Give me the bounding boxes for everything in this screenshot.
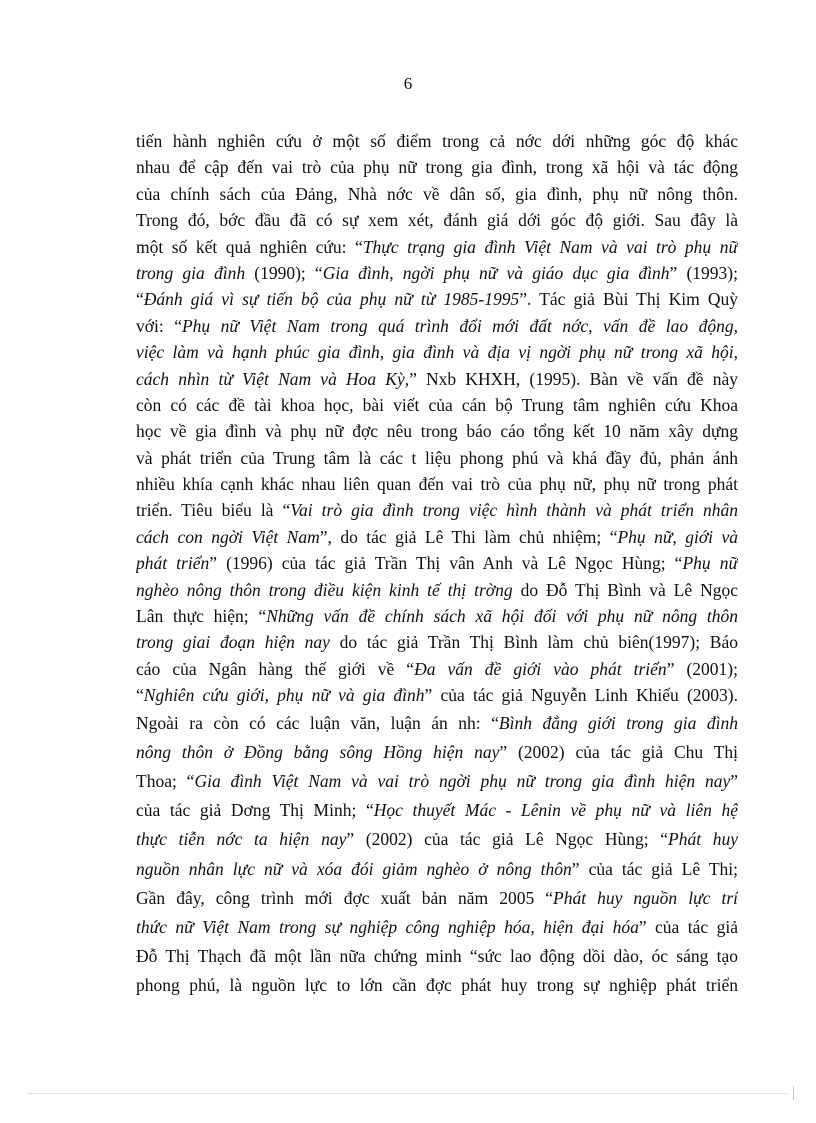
italic-title-text: Gia đình Việt Nam và vai trò ngời phụ nữ trong gia đình hiện nay [194, 770, 731, 791]
italic-title-text: nguồn nhân lực nữ và xóa đói giảm nghèo ở nông thôn [136, 858, 572, 879]
italic-title-text: Đa vấn đề giới vào phát triển [414, 658, 667, 679]
text-line [136, 418, 738, 444]
text-run: do tác giả Trần Thị Bình làm chủ biên(1997); Báo [329, 632, 738, 653]
italic-title-text: Những vấn đề chính sách xã hội đối với phụ nữ nông thôn [266, 606, 738, 627]
text-run: nhiều khía cạnh khác nhau liên quan đến vai trò của phụ nữ, phụ nữ trong phát [136, 474, 738, 495]
italic-title-text: Đánh giá vì sự tiến bộ của phụ nữ từ 1985-1995 [143, 289, 520, 310]
text-run: (1990); “ [245, 262, 323, 283]
text-run: cáo của Ngân hàng thế giới về “ [136, 658, 415, 679]
text-run: phong phú, là nguồn lực to lớn cần đợc phát huy trong sự nghiệp phát triển [136, 975, 738, 996]
text-run: học về gia đình và phụ nữ đợc nêu trong báo cáo tổng kết 10 năm xây dựng [136, 421, 738, 442]
text-line [136, 577, 738, 603]
text-run: ” của tác giả Nguyễn Linh Khiếu (2003). [424, 685, 738, 706]
text-run: Trong đó, bớc đầu đã có sự xem xét, đánh giá dới góc độ giới. Sau đây là [136, 210, 738, 231]
text-line [136, 445, 738, 471]
text-line [136, 796, 738, 825]
italic-title-text: trong giai đoạn hiện nay [136, 632, 330, 653]
text-line [136, 603, 738, 629]
italic-title-text: thức nữ Việt Nam trong sự nghiệp công nghiệp hóa, hiện đại hóa [136, 916, 639, 937]
text-run: tiến hành nghiên cứu ở một số điểm trong cả nớc dới những góc độ khác [136, 131, 738, 151]
italic-title-text: Bình đẳng giới trong gia đình [498, 712, 738, 733]
text-run: và phát triển của Trung tâm là các t liệu phong phú và khá đầy đủ, phản ánh [136, 447, 738, 468]
text-line [136, 550, 738, 576]
text-line [136, 656, 738, 682]
text-run: Lân thực hiện; “ [136, 606, 267, 627]
text-run: ” Nxb KHXH, (1995). Bàn về vấn đề này [409, 368, 738, 389]
text-run: ”. Tác giả Bùi Thị Kim Quỳ [519, 289, 738, 310]
text-line [136, 682, 738, 708]
text-run: một số kết quả nghiên cứu: “ [136, 236, 363, 257]
text-line [136, 339, 738, 365]
text-line [136, 971, 738, 1000]
italic-title-text: Thực trạng gia đình Việt Nam và vai trò phụ nữ [362, 236, 738, 257]
text-line [136, 825, 738, 854]
italic-title-text: cách con ngời Việt Nam [136, 526, 320, 547]
italic-title-text: Phát huy [668, 829, 738, 850]
text-run: Đỗ Thị Thạch đã một lần nữa chứng minh “sức lao động dồi dào, óc sáng tạo [136, 946, 738, 967]
text-line [136, 709, 738, 738]
text-run: “ [136, 685, 144, 706]
italic-title-text: cách nhìn từ Việt Nam và Hoa Kỳ, [136, 368, 410, 389]
text-line [136, 629, 738, 655]
text-line [136, 286, 738, 312]
italic-title-text: Phụ nữ [682, 553, 738, 574]
italic-title-text: trong gia đình [136, 262, 246, 283]
italic-title-text: Phụ nữ, giới và [617, 526, 738, 547]
text-line [136, 154, 738, 180]
text-line [136, 392, 738, 418]
text-line [136, 884, 738, 913]
text-run: ” của tác giả Lê Thi; [571, 858, 738, 879]
text-run: ” (2002) của tác giả Chu Thị [499, 741, 738, 762]
italic-title-text: Học thuyết Mác - Lênin về phụ nữ và liên hệ [373, 800, 738, 821]
body-paragraph [136, 128, 738, 1000]
text-line [136, 313, 738, 339]
text-line [136, 260, 738, 286]
text-run: triển. Tiêu biểu là “ [136, 500, 291, 521]
page-number: 6 [403, 74, 413, 93]
text-run: Ngoài ra còn có các luận văn, luận án nh: “ [136, 712, 499, 733]
text-run: ” (1996) của tác giả Trần Thị vân Anh và Lê Ngọc Hùng; “ [209, 553, 683, 574]
text-run: nhau để cập đến vai trò của phụ nữ trong gia đình, trong xã hội và tác động [136, 157, 738, 178]
text-line [136, 234, 738, 260]
text-run: “ [136, 289, 144, 310]
text-line [136, 524, 738, 550]
text-run: ” [730, 770, 738, 791]
text-line [136, 855, 738, 884]
italic-title-text: phát triển [136, 553, 210, 574]
text-line [136, 913, 738, 942]
text-line [136, 128, 738, 154]
text-run: với: “ [136, 315, 182, 336]
text-run: ” (2002) của tác giả Lê Ngọc Hùng; “ [346, 829, 669, 850]
text-line [136, 181, 738, 207]
page-bottom-divider [28, 1093, 788, 1094]
text-line [136, 738, 738, 767]
italic-title-text: Phát huy nguồn lực trí [553, 887, 738, 908]
italic-title-text: thực tiễn nớc ta hiện nay [136, 829, 347, 850]
italic-title-text: nghèo nông thôn trong điều kiện kinh tế thị trờng [136, 579, 513, 600]
text-run: Thoa; “ [136, 770, 195, 791]
text-line [136, 767, 738, 796]
text-line [136, 207, 738, 233]
text-run: của chính sách của Đảng, Nhà nớc về dân số, gia đình, phụ nữ nông thôn. [136, 183, 738, 204]
text-run: ”, do tác giả Lê Thi làm chủ nhiệm; “ [319, 526, 618, 547]
page-corner-mark [793, 1086, 794, 1100]
text-run: ” (1993); [669, 262, 738, 283]
italic-title-text: Phụ nữ Việt Nam trong quá trình đổi mới đất nớc, vấn đề lao động, [181, 315, 738, 336]
italic-title-text: Gia đình, ngời phụ nữ và giáo dục gia đình [322, 262, 670, 283]
text-line [136, 471, 738, 497]
text-run: của tác giả Dơng Thị Minh; “ [136, 800, 374, 821]
italic-title-text: Nghiên cứu giới, phụ nữ và gia đình [143, 685, 425, 706]
text-run: Gần đây, công trình mới đợc xuất bản năm 2005 “ [136, 887, 554, 908]
text-line [136, 497, 738, 523]
italic-title-text: nông thôn ở Đồng bằng sông Hồng hiện nay [136, 741, 500, 762]
text-line [136, 366, 738, 392]
italic-title-text: việc làm và hạnh phúc gia đình, gia đình và địa vị ngời phụ nữ trong xã hội, [136, 342, 738, 363]
text-run: ” của tác giả [638, 916, 738, 937]
text-line [136, 942, 738, 971]
text-run: ” (2001); [666, 658, 738, 679]
text-run: do Đỗ Thị Bình và Lê Ngọc [512, 579, 738, 600]
italic-title-text: Vai trò gia đình trong việc hình thành và phát triển nhân [290, 500, 738, 521]
text-run: còn có các đề tài khoa học, bài viết của cán bộ Trung tâm nghiên cứu Khoa [136, 394, 738, 415]
